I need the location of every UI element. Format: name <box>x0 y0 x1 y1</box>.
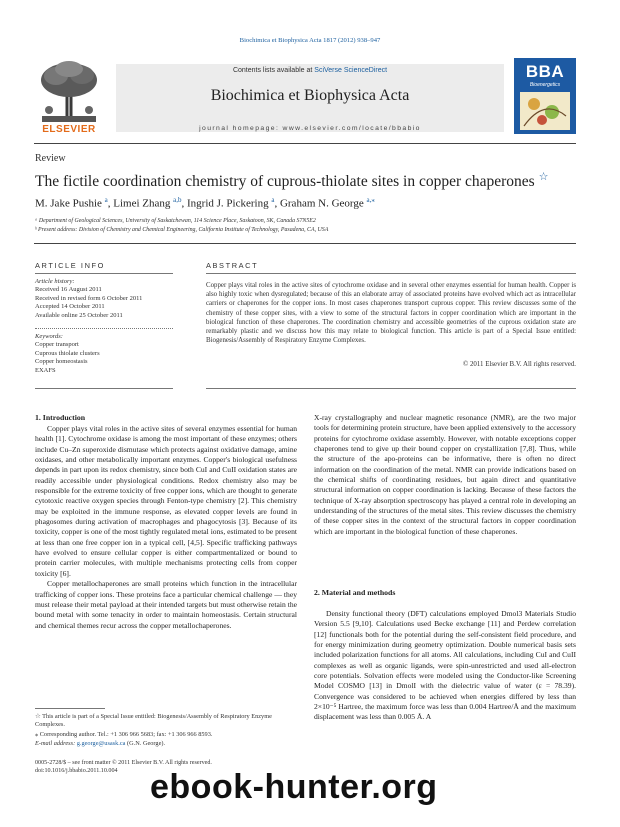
contents-line <box>116 67 504 74</box>
article-info-rule <box>35 273 173 274</box>
keywords <box>35 333 173 375</box>
cover-subtitle: Bioenergetics <box>529 82 561 88</box>
email-suffix: (G.N. George). <box>125 740 166 747</box>
contents-prefix: Contents lists available at <box>232 67 315 74</box>
elsevier-tree-logo <box>34 58 104 134</box>
affiliation: ᵃ Department of Geological Sciences, University of Saskatchewan, 114 Science Place, Saskatoon, SK, Canada S7N5E2 <box>35 218 316 224</box>
footnote-rule <box>35 708 105 709</box>
article-title-text: The fictile coordination chemistry of cuprous-thiolate sites in copper chaperones <box>35 173 535 191</box>
intro-paragraph: Copper metallochaperones are small proteins which function in the intracellular trafficking of copper ions. These proteins face a particular chemical challenge — they must release their metal payload at their intended targets but must otherwise retain the bound metal with some tenacity in order to maintain homeostasis. Certain structural and chemical themes recur across the copper metallochaperones. <box>35 579 297 630</box>
history-item: Available online 25 October 2011 <box>35 311 123 319</box>
history-item: Accepted 14 October 2011 <box>35 303 105 311</box>
methods-paragraph: Density functional theory (DFT) calculations employed Dmol3 Materials Studio Version 5.5 [9,10]. Calculations used Becke exchange [11] and Perdew correlation [12] functionals both for the potential during the self-consistent field procedure, and for energy minimization during geometry optimization. Double numerical basis sets included polarization functions for all atoms. All calculations, including CuI and CuII complexes as well as organic ligands, were spin-unrestricted and used all-electron core potentials. Solvation effects were modeled using the Conductor-like Screening Model COSMO [13] in DmolI with the dielectric value of water (ε = 78.39). Convergence was considered to be achieved when energies differed by less than 2×10⁻⁵ Hartree, the maximum force was less than 0.004 Hartree/Å and the maximum displacement was less than 0.005 Å. A <box>314 609 576 722</box>
intro-heading: 1. Introduction <box>35 413 86 422</box>
author-affil-marker[interactable]: a,b <box>173 196 182 204</box>
corresponding-author-footnote: ⁎ Corresponding author. Tel.: +1 306 966 5683; fax: +1 306 966 8593. <box>35 731 213 738</box>
sciencedirect-link[interactable]: SciVerse ScienceDirect <box>314 67 388 74</box>
history-item: Received 16 August 2011 <box>35 286 102 294</box>
author-affil-marker[interactable]: a <box>104 196 108 204</box>
watermark: ebook-hunter.org <box>150 768 438 806</box>
article-info-bottom-rule <box>35 388 173 389</box>
keywords-label: Keywords: <box>35 333 63 340</box>
article-type: Review <box>35 153 66 164</box>
history-label: Article history: <box>35 278 75 285</box>
abstract-bottom-rule <box>206 388 576 389</box>
elsevier-wordmark: ELSEVIER <box>42 124 96 135</box>
email-footnote <box>35 740 297 748</box>
author-name[interactable]: Graham N. George <box>279 197 364 210</box>
doi-line[interactable]: doi:10.1016/j.bbabio.2011.10.004 <box>35 768 118 774</box>
abstract-copyright: © 2011 Elsevier B.V. All rights reserved. <box>463 361 576 368</box>
title-divider <box>34 243 576 244</box>
journal-name: Biochimica et Biophysica Acta <box>210 87 410 104</box>
methods-body <box>314 609 576 723</box>
abstract-heading: ABSTRACT <box>206 261 259 270</box>
methods-heading: 2. Material and methods <box>314 588 396 597</box>
author-affil-marker[interactable]: a <box>271 196 275 204</box>
email-link[interactable]: g.george@usask.ca <box>76 740 126 747</box>
cover-title: BBA <box>525 62 565 81</box>
author-name[interactable]: M. Jake Pushie <box>35 197 102 210</box>
author-name[interactable]: Limei Zhang <box>113 197 171 210</box>
author-list: M. Jake Pushie $^a$, Limei Zhang $^{a,b}$, Ingrid J. Pickering $^a$, Graham N. George $^{a,⁎}$ <box>35 196 375 210</box>
journal-reference[interactable]: Biochimica et Biophysica Acta 1817 (2012) 938–947 <box>239 37 381 44</box>
info-separator <box>35 328 173 329</box>
body-paragraph: X-ray crystallography and nuclear magnetic resonance (NMR), are the two major tools for determining protein structure, have been applied extensively to the accessory proteins for cytochrome oxidase assembly. However, with notable exceptions copper chaperones tend to give up their bound copper on crystallization [7,8]. Thus, while the structure of the apo-proteins can be informative, there is often no direct information on the coordination of the metal. NMR can provide indications based on the chemical shifts of coordinating residues, but again direct and quantitative structural information on copper coordination is lacking. Because of these factors the technique of X-ray absorption spectroscopy has played a central role in developing an understanding of the structures of the metal sites. This review discusses the chemistry of these copper sites in the context of the structural factors in copper coordination which are important in the biological function of these chaperones. <box>314 413 576 536</box>
keyword: Copper transport <box>35 341 79 349</box>
header-divider <box>34 143 576 144</box>
email-label: E-mail address: <box>35 740 77 747</box>
journal-homepage[interactable]: journal homepage: www.elsevier.com/locate/bbabio <box>199 125 421 132</box>
article-title <box>35 170 580 191</box>
keyword: Copper homeostasis <box>35 358 88 366</box>
intro-body <box>35 424 297 631</box>
intro-paragraph: Copper plays vital roles in the active sites of several enzymes essential for human health [1]. Cytochrome oxidase is among the most important of these enzymes; others include Cu–Zn superoxide dismutase which protects against oxidative damage, amine oxidases, and other metabolically important enzymes. Copper's biological usefulness depends in part upon its redox chemistry, since both CuI and CuII oxidation states are readily accessible under physiological conditions. Redox chemistry also may be responsible for the extreme toxicity of free copper ions, which are thought to generate cytotoxic reactive oxygen species through Fenton-type chemistry [2]. This chemistry may be exploited in the immune response, as elevated copper levels are found in phagosomes during activation of macrophages and phagocytosis [3]. Because of its toxicity, copper is one of the most tightly regulated metal ions, estimated to be present at less than one free copper ion in a typical cell, [4,5]. Specific trafficking pathways have evolved to ensure cellular copper is either compartmentalized or bound to protein carrier molecules, with multiple mechanisms protecting cells from copper toxicity [6]. <box>35 424 297 578</box>
affiliation: ᵇ Present address: Division of Chemistry and Chemical Engineering, California Institute of Technology, Pasadena, CA, USA <box>35 227 329 233</box>
abstract-rule <box>206 273 576 274</box>
special-issue-footnote: ☆ This article is part of a Special Issue entitled: Biogenesis/Assembly of Respiratory Enzyme Complexes. <box>35 713 272 729</box>
title-footnote-marker[interactable]: ☆ <box>538 171 549 183</box>
keyword: EXAFS <box>35 366 56 374</box>
history-item: Received in revised form 6 October 2011 <box>35 294 143 302</box>
keyword: Cuprous thiolate clusters <box>35 349 100 357</box>
author-name[interactable]: Ingrid J. Pickering <box>187 197 269 210</box>
article-info-heading: ARTICLE INFO <box>35 261 105 270</box>
issn-line: 0005-2728/$ – see front matter © 2011 Elsevier B.V. All rights reserved. <box>35 760 212 766</box>
abstract-text: Copper plays vital roles in the active sites of cytochrome oxidase and in several other enzymes essential for human health. Copper is also highly toxic when dysregulated; because of this an elaborate array of associated proteins have evolved which act as intracellular carriers or chaperones for the copper ions. In most cases chaperones transport cuprous copper. This review discusses some of the chemistry of these copper sites, with a view to some of the structural factors in copper coordination which are important in the biological function of these chaperones. The coordination chemistry and accessible geometries of the cuprous oxidation state are remarkably plastic and we discuss how this may relate to biological function. This article is part of a Special Issue entitled: Biogenesis/Assembly of Respiratory Enzyme Complexes. <box>206 282 576 345</box>
article-history <box>35 278 173 320</box>
right-column-body <box>314 413 576 537</box>
author-affil-marker[interactable]: a,⁎ <box>366 196 375 204</box>
